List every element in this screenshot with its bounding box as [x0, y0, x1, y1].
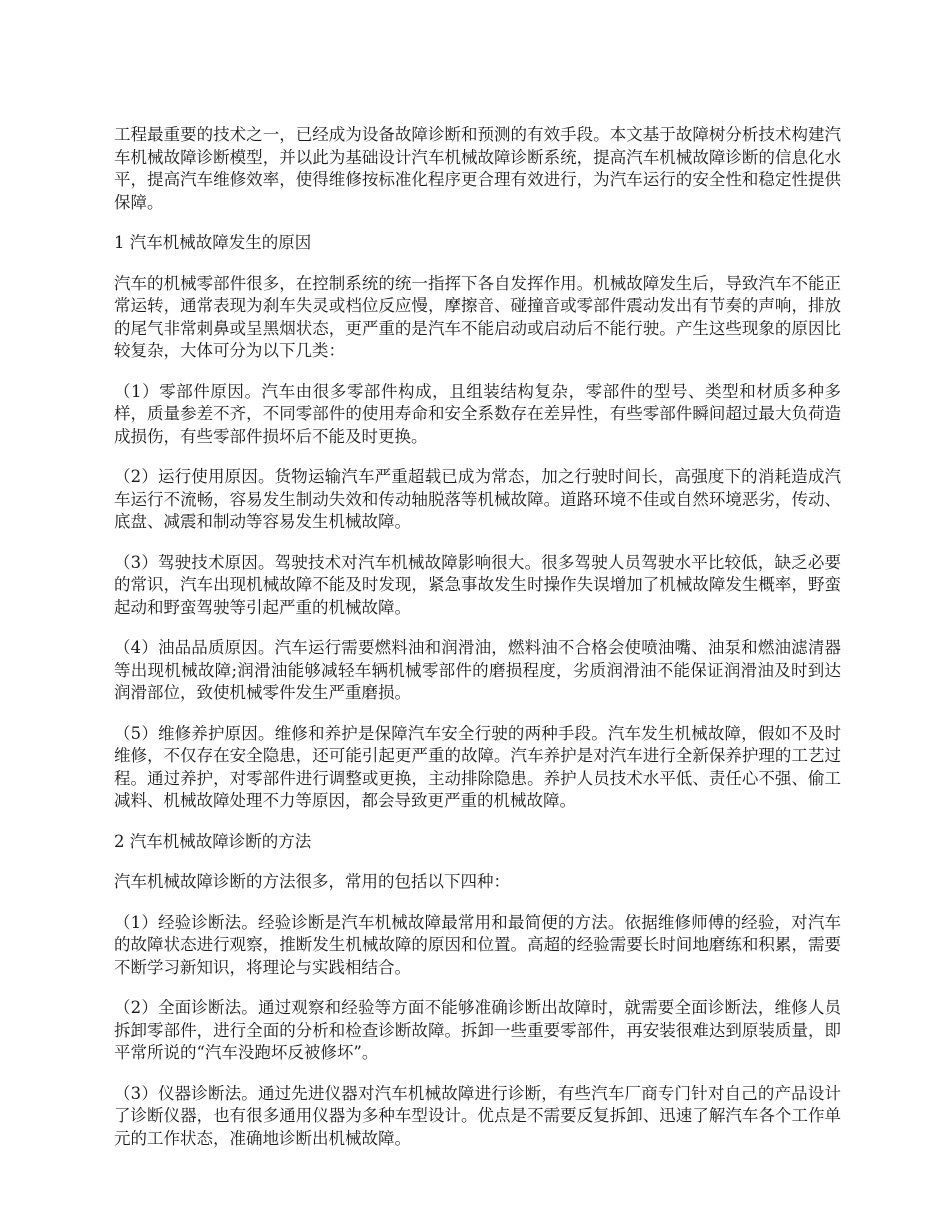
section-1-item: （5）维修养护原因。维修和养护是保障汽车安全行驶的两种手段。汽车发生机械故障，假如不及时维修，不仅存在安全隐患，还可能引起更严重的故障。汽车养护是对汽车进行全新保养护理的工艺过程。通过养护，对零部件进行调整或更换，主动排除隐患。养护人员技术水平低、责任心不强、偷工减料、机械故障处理不力等原因，都会导致更严重的机械故障。 — [114, 723, 841, 810]
section-2-item: （1）经验诊断法。经验诊断是汽车机械故障最常用和最简便的方法。依据维修师傅的经验，对汽车的故障状态进行观察，推断发生机械故障的原因和位置。高超的经验需要长时间地磨练和积累，需要不断学习新知识，将理论与实践相结合。 — [114, 912, 841, 977]
document-page — [114, 124, 841, 1168]
section-1-item: （1）零部件原因。汽车由很多零部件构成，且组装结构复杂，零部件的型号、类型和材质多种多样，质量参差不齐，不同零部件的使用寿命和安全系数存在差异性，有些零部件瞬间超过最大负荷造成损伤，有些零部件损坏后不能及时更换。 — [114, 381, 841, 446]
section-2-heading: 2 汽车机械故障诊断的方法 — [114, 831, 312, 851]
section-2-item: （2）全面诊断法。通过观察和经验等方面不能够准确诊断出故障时，就需要全面诊断法，维修人员拆卸零部件，进行全面的分析和检查诊断故障。拆卸一些重要零部件，再安装很难达到原装质量，即平常所说的“汽车没跑坏反被修坏”。 — [114, 998, 841, 1062]
section-1-intro: 汽车的机械零部件很多，在控制系统的统一指挥下各自发挥作用。机械故障发生后，导致汽车不能正常运转，通常表现为刹车失灵或档位反应慢，摩擦音、碰撞音或零部件震动发出有节奏的声响，排放的尾气非常刺鼻或呈黑烟状态，更严重的是汽车不能启动或启动后不能行驶。产生这些现象的原因比较复杂，大体可分为以下几类： — [114, 273, 841, 360]
section-1-item: （4）油品品质原因。汽车运行需要燃料油和润滑油，燃料油不合格会使喷油嘴、油泵和燃油滤清器等出现机械故障;润滑油能够减轻车辆机械零部件的磨损程度，劣质润滑油不能保证润滑油及时到达润滑部位，致使机械零件发生严重磨损。 — [114, 638, 841, 702]
section-2-intro: 汽车机械故障诊断的方法很多，常用的包括以下四种： — [114, 872, 510, 891]
section-1-item: （3）驾驶技术原因。驾驶技术对汽车机械故障影响很大。很多驾驶人员驾驶水平比较低，缺乏必要的常识，汽车出现机械故障不能及时发现，紧急事故发生时操作失误增加了机械故障发生概率，野蛮起动和野蛮驾驶等引起严重的机械故障。 — [114, 552, 841, 617]
intro-paragraph: 工程最重要的技术之一，已经成为设备故障诊断和预测的有效手段。本文基于故障树分析技术构建汽车机械故障诊断模型，并以此为基础设计汽车机械故障诊断系统，提高汽车机械故障诊断的信息化水平，提高汽车维修效率，使得维修按标准化程序更合理有效进行，为汽车运行的安全性和稳定性提供保障。 — [114, 125, 841, 212]
section-1-heading: 1 汽车机械故障发生的原因 — [114, 233, 312, 252]
section-2-item: （3）仪器诊断法。通过先进仪器对汽车机械故障进行诊断，有些汽车厂商专门针对自己的产品设计了诊断仪器，也有很多通用仪器为多种车型设计。优点是不需要反复拆卸、迅速了解汽车各个工作单元的工作状态，准确地诊断出机械故障。 — [114, 1083, 841, 1148]
section-1-item: （2）运行使用原因。货物运输汽车严重超载已成为常态，加之行驶时间长，高强度下的消耗造成汽车运行不流畅，容易发生制动失效和传动轴脱落等机械故障。道路环境不佳或自然环境恶劣，传动、底盘、减震和制动等容易发生机械故障。 — [114, 467, 841, 531]
